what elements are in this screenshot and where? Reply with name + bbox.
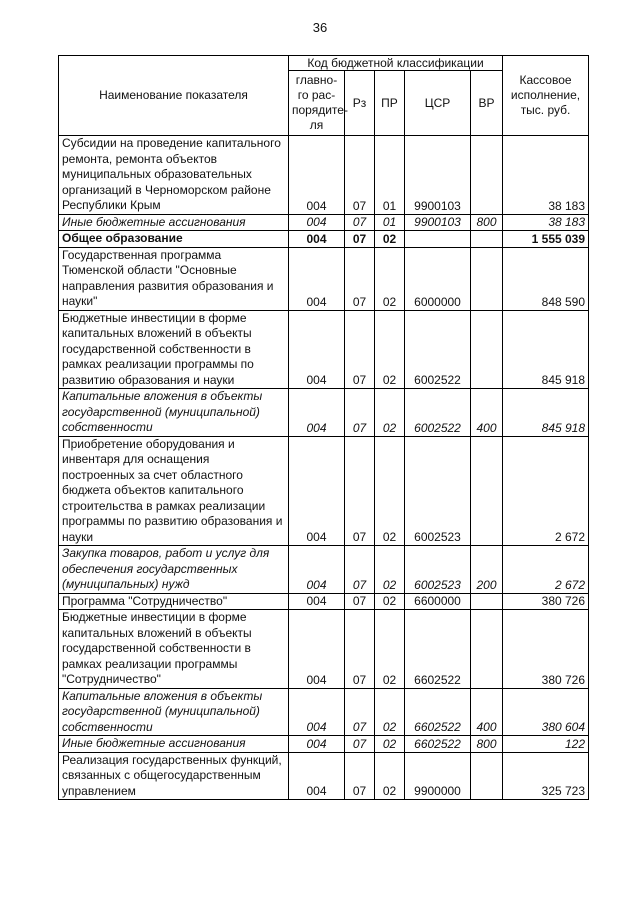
cell-grbs: 004: [289, 752, 345, 800]
table-row: [59, 436, 589, 546]
cell-amount: 325 723: [503, 752, 589, 800]
cell-name: Субсидии на проведение капитального ремонта, ремонта объектов муниципальных образовательных организаций в Черноморском районе Республики Крым: [59, 136, 289, 215]
table-row: [59, 247, 589, 310]
cell-name: Капитальные вложения в объекты государственной (муниципальной) собственности: [59, 389, 289, 437]
cell-grbs: 004: [289, 593, 345, 610]
cell-vr: 800: [471, 736, 503, 753]
cell-rz: 07: [345, 231, 375, 248]
cell-pr: 01: [375, 136, 405, 215]
header-pr: ПР: [375, 71, 405, 136]
cell-amount: 122: [503, 736, 589, 753]
header-rz: Рз: [345, 71, 375, 136]
table-row: [59, 310, 589, 389]
cell-rz: 07: [345, 546, 375, 594]
cell-csr: 9900000: [405, 752, 471, 800]
header-amount: Кассовое исполнение, тыс. руб.: [503, 56, 589, 136]
cell-csr: 6602522: [405, 736, 471, 753]
cell-csr: 6002522: [405, 389, 471, 437]
header-main-manager: главно-го рас-порядите-ля: [289, 71, 345, 136]
cell-grbs: 004: [289, 247, 345, 310]
cell-rz: 07: [345, 389, 375, 437]
cell-grbs: 004: [289, 136, 345, 215]
table-row: [59, 214, 589, 231]
cell-vr: [471, 231, 503, 248]
cell-rz: 07: [345, 310, 375, 389]
header-name: Наименование показателя: [59, 56, 289, 136]
cell-amount: 38 183: [503, 214, 589, 231]
cell-amount: 38 183: [503, 136, 589, 215]
cell-pr: 02: [375, 752, 405, 800]
cell-grbs: 004: [289, 736, 345, 753]
cell-vr: 400: [471, 389, 503, 437]
cell-grbs: 004: [289, 610, 345, 689]
table-body: [59, 136, 589, 800]
cell-vr: [471, 752, 503, 800]
cell-vr: [471, 436, 503, 546]
cell-vr: 800: [471, 214, 503, 231]
cell-rz: 07: [345, 752, 375, 800]
cell-csr: [405, 231, 471, 248]
cell-rz: 07: [345, 610, 375, 689]
cell-pr: 02: [375, 546, 405, 594]
cell-rz: 07: [345, 247, 375, 310]
table-row: [59, 736, 589, 753]
cell-name: Приобретение оборудования и инвентаря для оснащения построенных за счет областного бюджета объектов капитального строительства в рамках реализации программы по развитию образования и науки: [59, 436, 289, 546]
table-row: [59, 752, 589, 800]
cell-name: Программа "Сотрудничество": [59, 593, 289, 610]
cell-grbs: 004: [289, 688, 345, 736]
cell-grbs: 004: [289, 546, 345, 594]
cell-amount: 380 726: [503, 593, 589, 610]
cell-pr: 02: [375, 389, 405, 437]
cell-csr: 6000000: [405, 247, 471, 310]
table-row: [59, 231, 589, 248]
cell-pr: 02: [375, 310, 405, 389]
cell-amount: 2 672: [503, 436, 589, 546]
cell-csr: 6600000: [405, 593, 471, 610]
cell-rz: 07: [345, 136, 375, 215]
cell-rz: 07: [345, 593, 375, 610]
cell-pr: 02: [375, 247, 405, 310]
cell-amount: 380 604: [503, 688, 589, 736]
cell-grbs: 004: [289, 310, 345, 389]
cell-grbs: 004: [289, 436, 345, 546]
cell-amount: 1 555 039: [503, 231, 589, 248]
cell-name: Общее образование: [59, 231, 289, 248]
cell-vr: [471, 310, 503, 389]
cell-grbs: 004: [289, 389, 345, 437]
cell-csr: 6002522: [405, 310, 471, 389]
cell-pr: 01: [375, 214, 405, 231]
cell-vr: [471, 610, 503, 689]
cell-csr: 6602522: [405, 610, 471, 689]
cell-vr: [471, 247, 503, 310]
cell-name: Иные бюджетные ассигнования: [59, 736, 289, 753]
cell-rz: 07: [345, 688, 375, 736]
cell-name: Реализация государственных функций, связанных с общегосударственным управлением: [59, 752, 289, 800]
cell-name: Бюджетные инвестиции в форме капитальных вложений в объекты государственной собственности в рамках реализации программы по развитию образования и науки: [59, 310, 289, 389]
table-row: [59, 593, 589, 610]
cell-grbs: 004: [289, 231, 345, 248]
cell-name: Закупка товаров, работ и услуг для обеспечения государственных (муниципальных) нужд: [59, 546, 289, 594]
table-row: [59, 546, 589, 594]
table-row: [59, 389, 589, 437]
cell-vr: 400: [471, 688, 503, 736]
table-row: [59, 610, 589, 689]
cell-csr: 9900103: [405, 136, 471, 215]
cell-csr: 6602522: [405, 688, 471, 736]
cell-rz: 07: [345, 436, 375, 546]
cell-rz: 07: [345, 214, 375, 231]
cell-pr: 02: [375, 688, 405, 736]
header-csr: ЦСР: [405, 71, 471, 136]
cell-csr: 6002523: [405, 546, 471, 594]
cell-name: Иные бюджетные ассигнования: [59, 214, 289, 231]
cell-csr: 9900103: [405, 214, 471, 231]
header-code-group: Код бюджетной классификации: [289, 56, 503, 71]
cell-amount: 845 918: [503, 389, 589, 437]
header-vr: ВР: [471, 71, 503, 136]
cell-csr: 6002523: [405, 436, 471, 546]
cell-amount: 845 918: [503, 310, 589, 389]
cell-name: Капитальные вложения в объекты государственной (муниципальной) собственности: [59, 688, 289, 736]
cell-vr: [471, 136, 503, 215]
cell-pr: 02: [375, 736, 405, 753]
cell-name: Государственная программа Тюменской области "Основные направления развития образования и науки": [59, 247, 289, 310]
page-number: 36: [312, 20, 328, 35]
table-row: [59, 136, 589, 215]
cell-amount: 2 672: [503, 546, 589, 594]
cell-pr: 02: [375, 593, 405, 610]
cell-pr: 02: [375, 231, 405, 248]
budget-table: [58, 55, 589, 800]
table-row: [59, 688, 589, 736]
cell-amount: 848 590: [503, 247, 589, 310]
cell-vr: 200: [471, 546, 503, 594]
cell-pr: 02: [375, 610, 405, 689]
cell-amount: 380 726: [503, 610, 589, 689]
cell-name: Бюджетные инвестиции в форме капитальных вложений в объекты государственной собственности в рамках реализации программы "Сотрудничество": [59, 610, 289, 689]
cell-rz: 07: [345, 736, 375, 753]
cell-vr: [471, 593, 503, 610]
cell-grbs: 004: [289, 214, 345, 231]
cell-pr: 02: [375, 436, 405, 546]
